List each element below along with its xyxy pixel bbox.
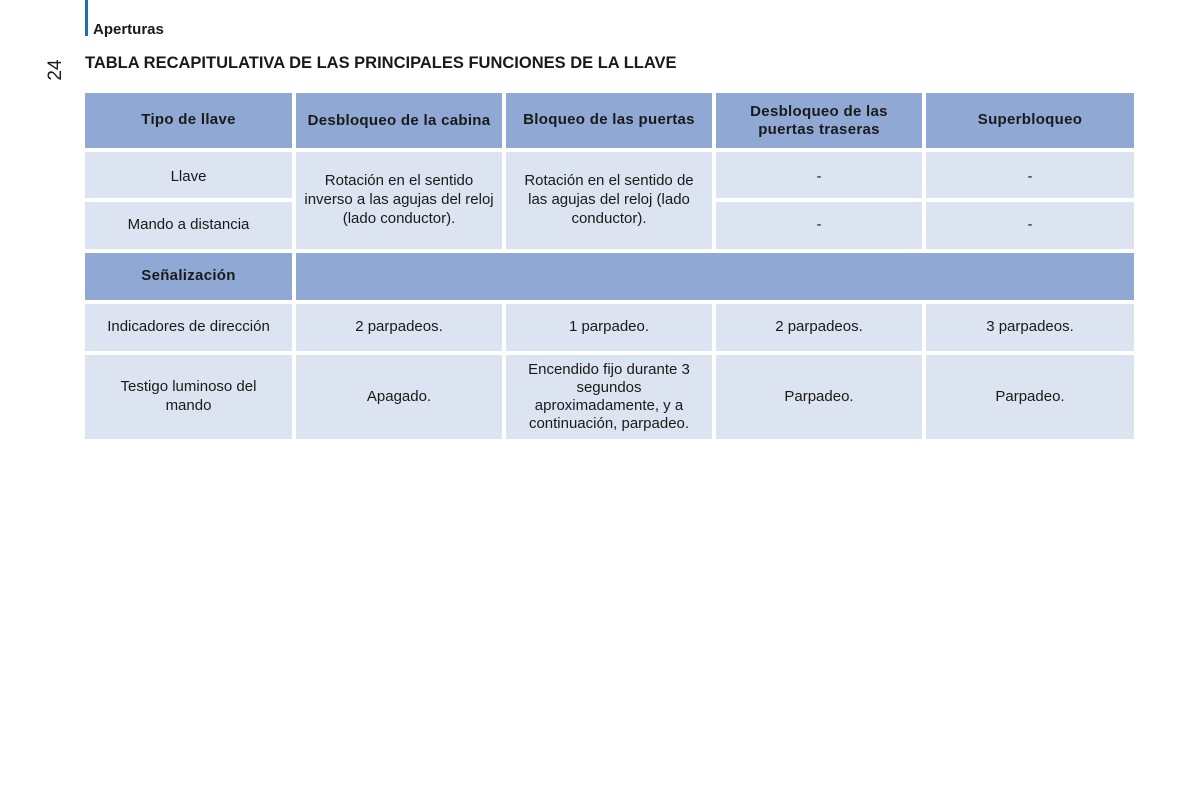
cell-llave-desbloqueo-traseras: - (716, 152, 922, 198)
row-label-indicadores: Indicadores de dirección (85, 304, 292, 351)
cell-bloqueo-puertas: Rotación en el sentido de las agujas del reloj (lado conductor). (506, 152, 712, 249)
cell-testigo-bloqueo-puertas: Encendido fijo durante 3 segundos aproximadamente, y a continuación, parpadeo. (506, 355, 712, 439)
cell-desbloqueo-cabina: Rotación en el sentido inverso a las agujas del reloj (lado conductor). (296, 152, 502, 249)
senalizacion-header: Señalización (85, 253, 292, 300)
section-title: Aperturas (93, 21, 164, 38)
cell-indicadores-desbloqueo-cabina: 2 parpadeos. (296, 304, 502, 351)
row-label-mando: Mando a distancia (85, 202, 292, 249)
cell-mando-desbloqueo-traseras: - (716, 202, 922, 249)
row-label-testigo: Testigo luminoso del mando (85, 355, 292, 439)
col-header-tipo-llave: Tipo de llave (85, 93, 292, 148)
col-header-superbloqueo: Superbloqueo (926, 93, 1134, 148)
cell-indicadores-desbloqueo-traseras: 2 parpadeos. (716, 304, 922, 351)
col-header-bloqueo-puertas: Bloqueo de las puertas (506, 93, 712, 148)
cell-testigo-desbloqueo-traseras: Parpadeo. (716, 355, 922, 439)
cell-llave-superbloqueo: - (926, 152, 1134, 198)
page-title: TABLA RECAPITULATIVA DE LAS PRINCIPALES FUNCIONES DE LA LLAVE (85, 54, 677, 72)
cell-mando-superbloqueo: - (926, 202, 1134, 249)
row-label-llave: Llave (85, 152, 292, 198)
cell-testigo-superbloqueo: Parpadeo. (926, 355, 1134, 439)
key-functions-table (85, 93, 1134, 439)
col-header-desbloqueo-cabina: Desbloqueo de la cabina (296, 93, 502, 148)
cell-indicadores-superbloqueo: 3 parpadeos. (926, 304, 1134, 351)
cell-testigo-desbloqueo-cabina: Apagado. (296, 355, 502, 439)
col-header-desbloqueo-puertas-traseras: Desbloqueo de las puertas traseras (716, 93, 922, 148)
senalizacion-header-band (296, 253, 1134, 300)
section-accent-bar (85, 0, 88, 36)
page-number: 24 (45, 59, 66, 81)
cell-indicadores-bloqueo-puertas: 1 parpadeo. (506, 304, 712, 351)
